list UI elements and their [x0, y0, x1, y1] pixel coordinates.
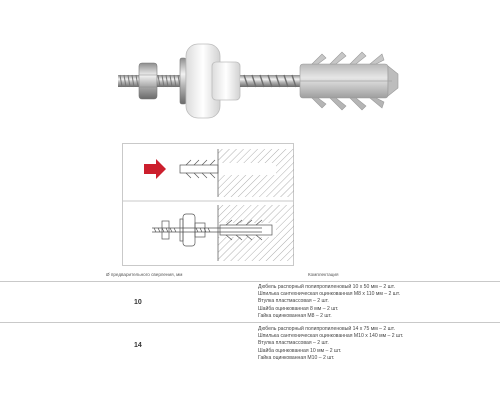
table-divider: [0, 281, 500, 282]
kit-item: Втулка пластмассовая – 2 шт.: [258, 340, 329, 347]
kit-item: Шпилька сантехническая оцинкованная М8 х 110 мм – 2 шт.: [258, 291, 401, 298]
kit-item: Дюбель распорный полипропиленовый 10 х 50 мм – 2 шт.: [258, 284, 395, 290]
hex-nut: [139, 63, 157, 99]
expansion-dowel: [300, 52, 398, 110]
kit-list: [258, 326, 403, 362]
kit-item: Шайба оцинкованная 8 мм – 2 шт.: [258, 305, 339, 312]
header-drill-diameter: Ø предварительного сверления, мм: [106, 272, 183, 277]
drill-diameter-value: 10: [134, 299, 142, 306]
kit-item: Дюбель распорный полипропиленовый 14 х 75 мм – 2 шт.: [258, 326, 395, 332]
kit-list: [258, 284, 400, 320]
kit-item: Шпилька сантехническая оцинкованная М10 х 140 мм – 2 шт.: [258, 333, 404, 340]
stud-thread: [240, 75, 302, 87]
washer: [180, 58, 186, 104]
kit-item: Втулка пластмассовая – 2 шт.: [258, 298, 329, 305]
drill-diameter-value: 14: [134, 342, 142, 349]
kit-item: Гайка оцинкованная М8 – 2 шт.: [258, 312, 332, 319]
table-divider: [0, 322, 500, 323]
plastic-sleeve: [186, 44, 240, 118]
wall-section-step-1: [218, 149, 294, 197]
wall-section-step-2: [218, 205, 294, 261]
kit-item: Шайба оцинкованная 10 мм – 2 шт.: [258, 347, 342, 354]
product-photo: [0, 0, 500, 135]
kit-item: Гайка оцинкованная М10 – 2 шт.: [258, 354, 335, 361]
header-kit-contents: Комплектация: [308, 272, 339, 277]
installation-diagram: [122, 143, 294, 266]
